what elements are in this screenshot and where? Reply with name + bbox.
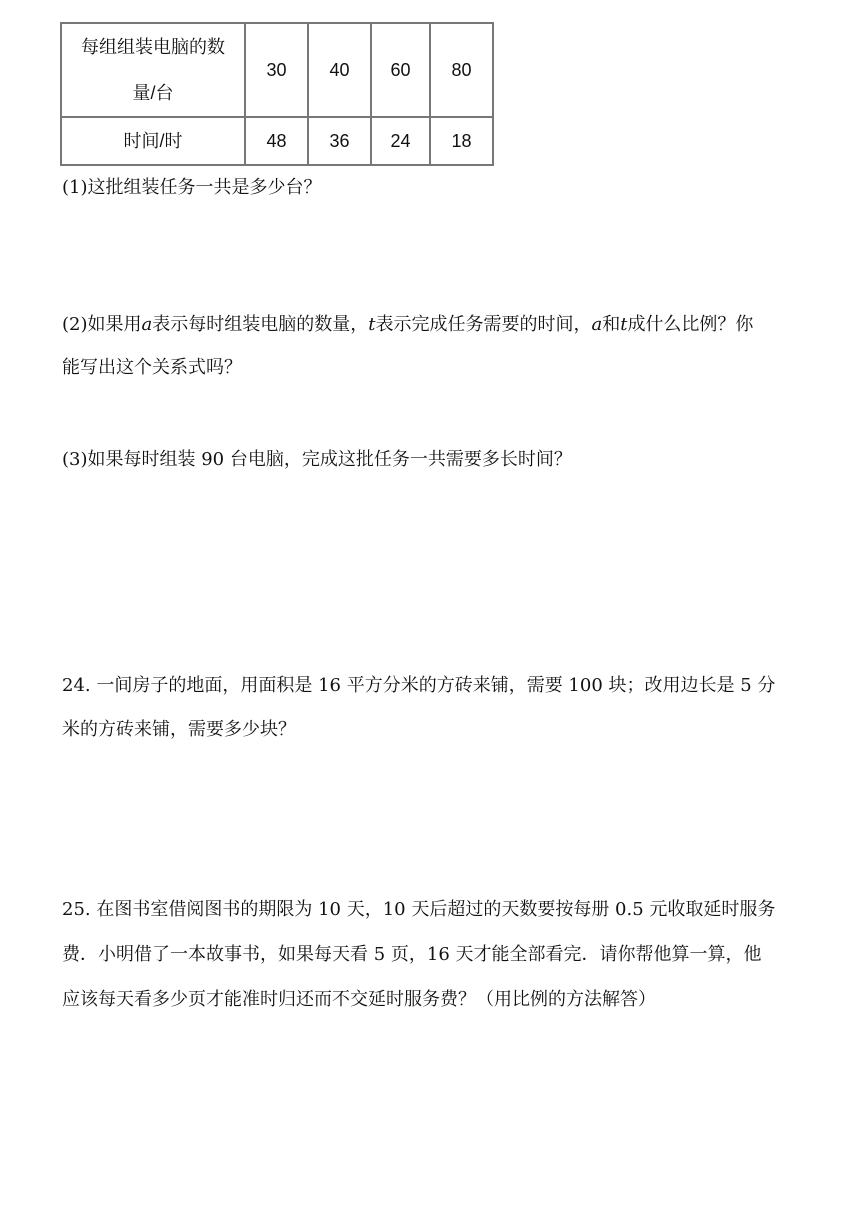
- table-row: [61, 117, 493, 165]
- text-span: 表示每时组装电脑的数量，: [152, 314, 369, 335]
- table-cell: 48: [245, 117, 308, 165]
- question-23-part-2-line-1: [62, 313, 753, 337]
- row-header-line: 每组组装电脑的数: [81, 37, 225, 57]
- table-cell: 24: [371, 117, 430, 165]
- table-cell: 30: [245, 23, 308, 117]
- question-24-line-2: 米的方砖来铺，需要多少块？: [62, 719, 296, 740]
- question-23-part-2-line-2: 能写出这个关系式吗？: [62, 357, 242, 378]
- question-23-part-1: (1)这批组装任务一共是多少台？: [62, 177, 322, 198]
- table-cell: 80: [430, 23, 493, 117]
- row-header-line: 量/台: [132, 83, 174, 103]
- question-23-part-3: (3)如果每时组装 90 台电脑，完成这批任务一共需要多长时间？: [62, 449, 572, 470]
- variable-t: t: [620, 314, 628, 335]
- question-24-line-1: 24. 一间房子的地面，用面积是 16 平方分米的方砖来铺，需要 100 块；改用边长是 5 分: [62, 675, 776, 696]
- row-header-time: 时间/时: [61, 117, 245, 165]
- table-cell: 40: [308, 23, 371, 117]
- variable-t: t: [368, 314, 376, 335]
- row-header-quantity: [61, 23, 245, 117]
- text-span: 和: [602, 314, 621, 335]
- table-cell: 18: [430, 117, 493, 165]
- question-25-line-3: 应该每天看多少页才能准时归还而不交延时服务费？（用比例的方法解答）: [62, 989, 656, 1010]
- table-row: [61, 23, 493, 117]
- question-25-line-2: 费．小明借了一本故事书，如果每天看 5 页，16 天才能全部看完．请你帮他算一算，他: [62, 944, 762, 965]
- variable-a: a: [591, 314, 603, 335]
- assembly-data-table: [60, 22, 494, 166]
- variable-a: a: [141, 314, 153, 335]
- question-25-line-1: 25. 在图书室借阅图书的期限为 10 天，10 天后超过的天数要按每册 0.5 元收取延时服务: [62, 899, 776, 920]
- text-span: 成什么比例？你: [627, 314, 754, 335]
- text-span: 表示完成任务需要的时间，: [375, 314, 592, 335]
- table-cell: 36: [308, 117, 371, 165]
- text-span: (2)如果用: [62, 314, 142, 335]
- table-cell: 60: [371, 23, 430, 117]
